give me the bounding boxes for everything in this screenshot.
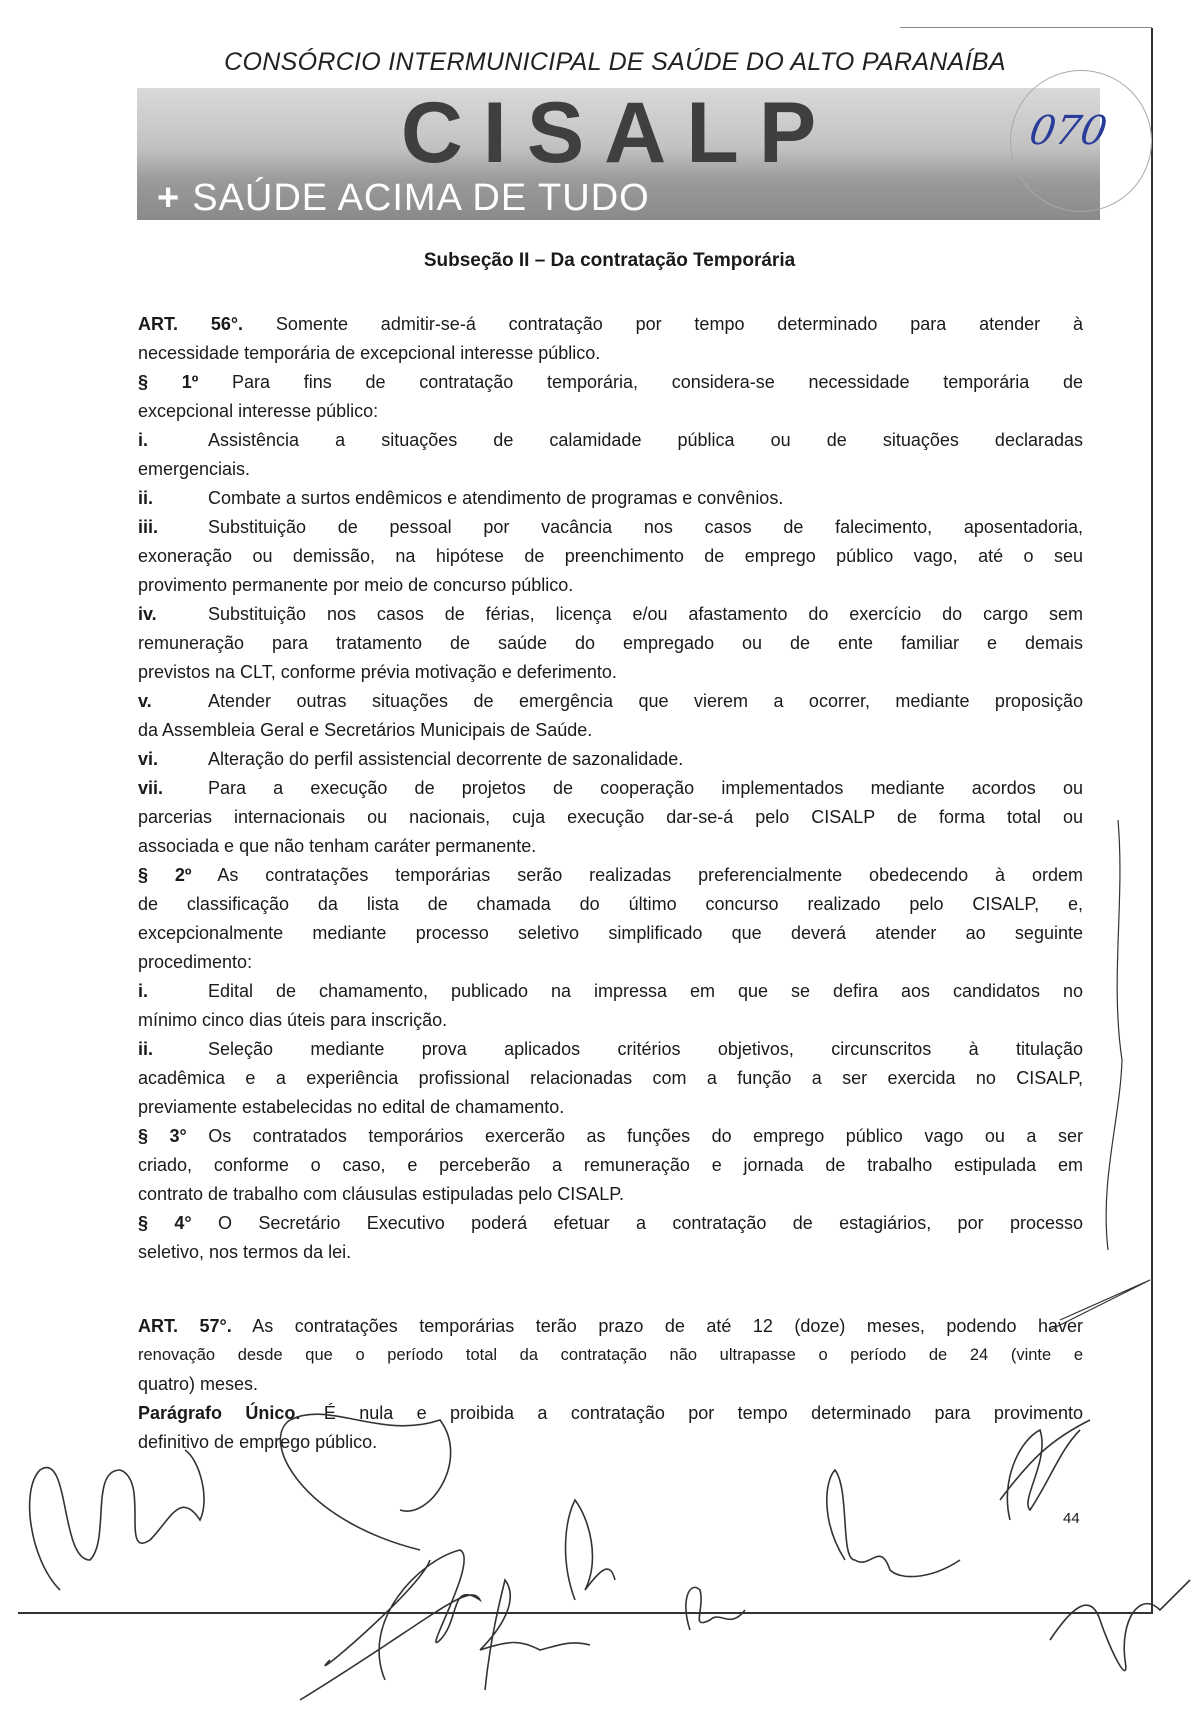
list-item xyxy=(138,774,1083,861)
text-line xyxy=(138,368,1083,397)
paragraph xyxy=(138,1399,1083,1457)
text-line xyxy=(138,1370,1083,1399)
text-line xyxy=(138,629,1083,658)
line-text: de classificação da lista de chamada do último concurso realizado pelo CISALP, e, xyxy=(138,894,1083,914)
line-text: Atender outras situações de emergência que vierem a ocorrer, mediante proposição xyxy=(208,691,1083,711)
line-text: renovação desde que o período total da contratação não ultrapasse o período de 24 (vinte e xyxy=(138,1346,1083,1364)
text-line xyxy=(138,1006,1083,1035)
text-line xyxy=(138,1180,1083,1209)
item-label: ii. xyxy=(138,1039,154,1059)
text-line xyxy=(138,658,1083,687)
text-line xyxy=(138,397,1083,426)
line-text: acadêmica e a experiência profissional relacionadas com a função a ser exercida no CISALP, xyxy=(138,1068,1083,1088)
text-line xyxy=(138,571,1083,600)
item-label: vii. xyxy=(138,778,164,798)
item-label: i. xyxy=(138,430,149,450)
line-text: É nula e proibida a contratação por tempo determinado para provimento xyxy=(323,1403,1083,1423)
paragraph xyxy=(138,1122,1083,1209)
text-line xyxy=(138,1238,1083,1267)
signature-4 xyxy=(480,1580,590,1690)
line-text: previstos na CLT, conforme prévia motivação e deferimento. xyxy=(138,662,617,682)
text-line xyxy=(138,1428,1083,1457)
margin-bracket-mark xyxy=(1106,820,1122,1250)
text-line xyxy=(138,1151,1083,1180)
line-text: da Assembleia Geral e Secretários Municipais de Saúde. xyxy=(138,720,593,740)
text-line xyxy=(138,542,1083,571)
line-text: Somente admitir-se-á contratação por tempo determinado para atender à xyxy=(275,314,1083,334)
text-line xyxy=(138,513,1083,542)
document-body xyxy=(138,310,1083,1457)
signature-5 xyxy=(686,1587,745,1630)
line-text: exoneração ou demissão, na hipótese de preenchimento de emprego público vago, até o seu xyxy=(138,546,1083,566)
page-frame-right xyxy=(1151,28,1153,1614)
plus-icon: + xyxy=(157,177,181,219)
line-text: mínimo cinco dias úteis para inscrição. xyxy=(138,1010,448,1030)
text-line xyxy=(138,339,1083,368)
paragraph xyxy=(138,1209,1083,1267)
page-frame-top xyxy=(900,27,1152,28)
signature-2 xyxy=(280,1414,480,1700)
line-text: emergenciais. xyxy=(138,459,251,479)
item-label: v. xyxy=(138,691,152,711)
signature-3 xyxy=(566,1500,615,1600)
signature-8 xyxy=(1050,1580,1190,1671)
list-item xyxy=(138,484,1083,513)
page-frame-bottom xyxy=(18,1612,1153,1614)
line-text: contrato de trabalho com cláusulas estipuladas pelo CISALP. xyxy=(138,1184,624,1204)
page-number: 44 xyxy=(1063,1510,1080,1527)
text-line xyxy=(138,745,1083,774)
line-text: necessidade temporária de excepcional interesse público. xyxy=(138,343,601,363)
line-text: excepcionalmente mediante processo seletivo simplificado que deverá atender ao seguinte xyxy=(138,923,1083,943)
line-text: As contratações temporárias terão prazo de até 12 (doze) meses, podendo haver xyxy=(252,1316,1083,1336)
text-line xyxy=(138,687,1083,716)
paragraph xyxy=(138,1312,1083,1399)
item-label: iii. xyxy=(138,517,159,537)
list-item xyxy=(138,745,1083,774)
text-line xyxy=(138,1312,1083,1341)
brand-logo-text: CISALP xyxy=(400,85,837,181)
line-text: provimento permanente por meio de concurso público. xyxy=(138,575,574,595)
text-line xyxy=(138,919,1083,948)
line-text: Substituição de pessoal por vacância nos casos de falecimento, aposentadoria, xyxy=(208,517,1083,537)
text-line xyxy=(138,948,1083,977)
list-item xyxy=(138,687,1083,745)
line-text: quatro) meses. xyxy=(138,1374,259,1394)
paragraph-lead: § 2º xyxy=(138,865,192,885)
line-text: Os contratados temporários exercerão as funções do emprego público vago ou a ser xyxy=(208,1126,1083,1146)
organization-name: CONSÓRCIO INTERMUNICIPAL DE SAÚDE DO ALTO PARANAÍBA xyxy=(224,48,1006,76)
line-text: O Secretário Executivo poderá efetuar a contratação de estagiários, por processo xyxy=(217,1213,1083,1233)
line-text: excepcional interesse público: xyxy=(138,401,379,421)
text-line xyxy=(138,310,1083,339)
line-text: previamente estabelecidas no edital de chamamento. xyxy=(138,1097,565,1117)
text-line xyxy=(138,803,1083,832)
line-text: parcerias internacionais ou nacionais, cuja execução dar-se-á pelo CISALP de forma total ou xyxy=(138,807,1083,827)
list-item xyxy=(138,977,1083,1035)
signature-1 xyxy=(30,1450,204,1590)
handwritten-folio-number: 070 xyxy=(1025,108,1111,154)
text-line xyxy=(138,1035,1083,1064)
text-line xyxy=(138,774,1083,803)
item-label: vi. xyxy=(138,749,159,769)
line-text: Assistência a situações de calamidade pública ou de situações declaradas xyxy=(208,430,1083,450)
line-text: Para a execução de projetos de cooperação implementados mediante acordos ou xyxy=(208,778,1083,798)
text-line xyxy=(138,1093,1083,1122)
section-gap xyxy=(138,1267,1083,1312)
paragraph xyxy=(138,310,1083,368)
list-item xyxy=(138,600,1083,687)
text-line xyxy=(138,716,1083,745)
text-line xyxy=(138,1064,1083,1093)
line-text: Seleção mediante prova aplicados critérios objetivos, circunscritos à titulação xyxy=(208,1039,1083,1059)
line-text: seletivo, nos termos da lei. xyxy=(138,1242,352,1262)
line-text: Para fins de contratação temporária, considera-se necessidade temporária de xyxy=(232,372,1083,392)
list-item xyxy=(138,513,1083,600)
text-line xyxy=(138,977,1083,1006)
line-text: As contratações temporárias serão realizadas preferencialmente obedecendo à ordem xyxy=(217,865,1083,885)
list-item xyxy=(138,426,1083,484)
paragraph-lead: Parágrafo Único. xyxy=(138,1403,301,1423)
text-line xyxy=(138,832,1083,861)
line-text: Alteração do perfil assistencial decorrente de sazonalidade. xyxy=(208,749,684,769)
line-text: criado, conforme o caso, e perceberão a remuneração e jornada de trabalho estipulada em xyxy=(138,1155,1083,1175)
cisalp-logo-banner xyxy=(137,85,1100,220)
line-text: Edital de chamamento, publicado na impressa em que se defira aos candidatos no xyxy=(208,981,1083,1001)
slogan-text: SAÚDE ACIMA DE TUDO xyxy=(192,177,650,219)
text-line xyxy=(138,1399,1083,1428)
paragraph-lead: ART. 57°. xyxy=(138,1316,232,1336)
signature-6 xyxy=(827,1470,960,1577)
list-item xyxy=(138,1035,1083,1122)
item-label: iv. xyxy=(138,604,157,624)
paragraph-lead: ART. 56°. xyxy=(138,314,244,334)
paragraph-lead: § 1º xyxy=(138,372,199,392)
text-line xyxy=(138,600,1083,629)
paragraph xyxy=(138,368,1083,426)
text-line xyxy=(138,426,1083,455)
line-text: remuneração para tratamento de saúde do empregado ou de ente familiar e demais xyxy=(138,633,1083,653)
text-line xyxy=(138,484,1083,513)
text-line xyxy=(138,1209,1083,1238)
line-text: definitivo de emprego público. xyxy=(138,1432,378,1452)
section-title: Subseção II – Da contratação Temporária xyxy=(423,250,796,271)
item-label: ii. xyxy=(138,488,154,508)
slogan xyxy=(157,178,650,218)
text-line xyxy=(138,455,1083,484)
text-line xyxy=(138,861,1083,890)
line-text: Substituição nos casos de férias, licença e/ou afastamento do exercício do cargo sem xyxy=(208,604,1083,624)
paragraph-lead: § 4° xyxy=(138,1213,192,1233)
paragraph xyxy=(138,861,1083,977)
item-label: i. xyxy=(138,981,149,1001)
line-text: Combate a surtos endêmicos e atendimento de programas e convênios. xyxy=(208,488,784,508)
text-line xyxy=(138,1122,1083,1151)
text-line xyxy=(138,890,1083,919)
paragraph-lead: § 3° xyxy=(138,1126,187,1146)
line-text: associada e que não tenham caráter permanente. xyxy=(138,836,537,856)
line-text: procedimento: xyxy=(138,952,253,972)
text-line xyxy=(138,1341,1083,1370)
